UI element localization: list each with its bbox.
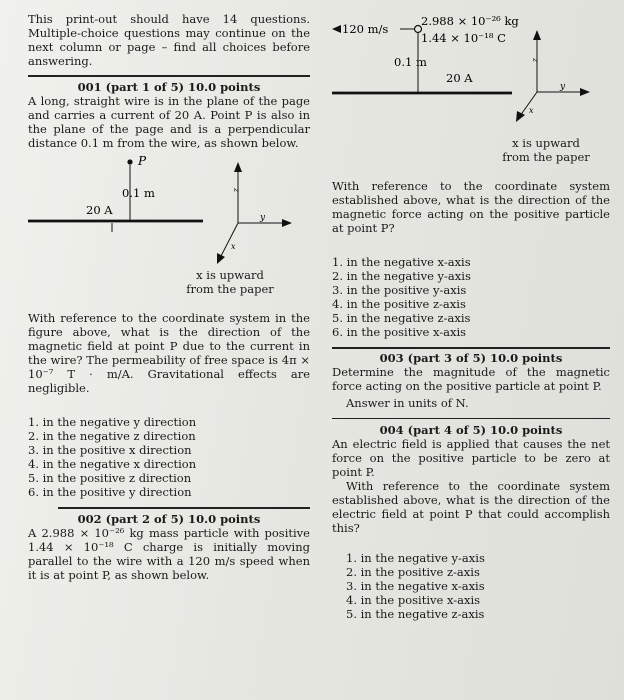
q2-question: With reference to the coordinate system established above, what is the direction of the magnetic force acting on the positive particle at point P? bbox=[332, 179, 610, 235]
q4-header: 004 (part 4 of 5) 10.0 points bbox=[379, 423, 563, 437]
q2-header: 002 (part 2 of 5) 10.0 points bbox=[77, 512, 261, 526]
choice-item[interactable]: 2. in the negative y-axis bbox=[332, 269, 471, 283]
q1-text: A long, straight wire is in the plane of the page and carries a current of 20 A. Point P is also in the plane of the page and is a perpendicular distance 0.1 m from the wire, as shown below. bbox=[28, 94, 310, 150]
q2-particle-figure bbox=[332, 12, 610, 124]
y-arrowhead bbox=[580, 88, 590, 96]
z-label: z bbox=[531, 58, 540, 63]
right-column bbox=[332, 12, 610, 621]
choice-item[interactable]: 1. in the negative x-axis bbox=[332, 255, 471, 269]
divider bbox=[28, 75, 310, 77]
choice-item[interactable]: 4. in the negative x direction bbox=[28, 457, 197, 471]
choice-item[interactable]: 1. in the negative y-axis bbox=[346, 551, 485, 565]
q1-x-note-1: x is upward bbox=[196, 268, 264, 282]
y-label: y bbox=[560, 82, 566, 92]
q1-x-note-2: from the paper bbox=[186, 282, 274, 296]
y-arrowhead bbox=[282, 219, 292, 227]
x-arrowhead bbox=[217, 253, 225, 264]
q2-x-note-1: x is upward bbox=[512, 136, 580, 150]
choice-item[interactable]: 5. in the negative z-axis bbox=[346, 607, 485, 621]
q1-question: With reference to the coordinate system in the figure above, what is the direction of the magnetic field at point P due to the current in the wire? The permeability of free space is 4π × 10⁻⁷ T · m/A. Gravitational effects are negligible. bbox=[28, 311, 310, 395]
choice-item[interactable]: 3. in the positive x direction bbox=[28, 443, 192, 457]
choice-item[interactable]: 2. in the negative z direction bbox=[28, 429, 196, 443]
x-arrowhead bbox=[516, 111, 525, 122]
q2-x-note-2: from the paper bbox=[502, 150, 590, 164]
q3-text: Determine the magnitude of the magnetic force acting on the positive particle at point P. bbox=[332, 365, 610, 393]
z-label: z bbox=[232, 188, 241, 193]
point-p-dot bbox=[127, 159, 132, 164]
distance-label: 0.1 m bbox=[122, 186, 155, 200]
mass-label: 2.988 × 10⁻²⁶ kg bbox=[421, 14, 519, 28]
x-label: x bbox=[231, 242, 236, 251]
y-label: y bbox=[260, 213, 266, 223]
choice-item[interactable]: 2. in the positive z-axis bbox=[346, 565, 480, 579]
q3-header: 003 (part 3 of 5) 10.0 points bbox=[379, 351, 563, 365]
choice-item[interactable]: 4. in the positive z-axis bbox=[332, 297, 466, 311]
divider bbox=[58, 507, 310, 509]
velocity-arrowhead bbox=[332, 25, 341, 33]
x-axis bbox=[220, 223, 238, 258]
q2-choices bbox=[332, 255, 610, 339]
current-label: 20 A bbox=[446, 71, 473, 85]
current-label: 20 A bbox=[86, 203, 113, 217]
x-label: x bbox=[529, 106, 534, 115]
z-arrowhead bbox=[234, 162, 242, 172]
choice-item[interactable]: 3. in the negative x-axis bbox=[346, 579, 485, 593]
q3-answer-units: Answer in units of N. bbox=[346, 396, 469, 410]
divider bbox=[332, 418, 610, 419]
q1-header: 001 (part 1 of 5) 10.0 points bbox=[77, 80, 261, 94]
q4-choices bbox=[346, 551, 610, 621]
speed-label: 120 m/s bbox=[342, 22, 389, 36]
q1-wire-figure bbox=[28, 150, 310, 268]
charge-label: 1.44 × 10⁻¹⁸ C bbox=[421, 31, 506, 45]
choice-item[interactable]: 6. in the positive y direction bbox=[28, 485, 192, 499]
point-p-label: P bbox=[138, 154, 147, 168]
choice-item[interactable]: 6. in the positive x-axis bbox=[332, 325, 467, 339]
q2-text: A 2.988 × 10⁻²⁶ kg mass particle with positive 1.44 × 10⁻¹⁸ C charge is initially moving parallel to the wire with a 120 m/s speed when it is at point P, as shown below. bbox=[28, 526, 310, 582]
intro-text: This print-out should have 14 questions. Multiple-choice questions may continue on the next column or page – find all choices before answering. bbox=[28, 12, 310, 68]
divider bbox=[332, 347, 610, 349]
q4-text-2: With reference to the coordinate system established above, what is the direction of the electric field at point P that could accomplish this? bbox=[332, 479, 610, 535]
distance-label: 0.1 m bbox=[394, 55, 427, 69]
choice-item[interactable]: 1. in the negative y direction bbox=[28, 415, 197, 429]
q4-text-1: An electric field is applied that causes the net force on the positive particle to be zero at point P. bbox=[332, 437, 610, 479]
choice-item[interactable]: 3. in the positive y-axis bbox=[332, 283, 467, 297]
choice-item[interactable]: 5. in the negative z-axis bbox=[332, 311, 471, 325]
z-arrowhead bbox=[533, 30, 541, 40]
choice-item[interactable]: 5. in the positive z direction bbox=[28, 471, 192, 485]
q1-choices bbox=[28, 415, 310, 499]
left-column bbox=[28, 12, 310, 582]
choice-item[interactable]: 4. in the positive x-axis bbox=[346, 593, 481, 607]
